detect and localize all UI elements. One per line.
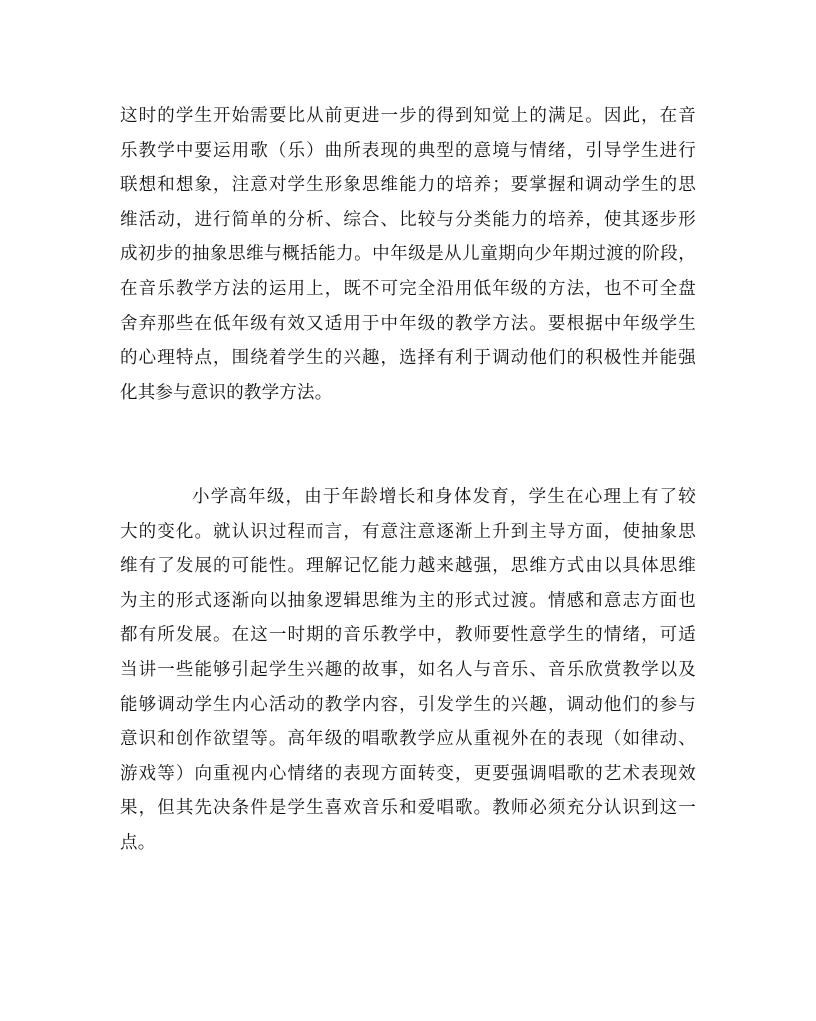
text-line: 都有所发展。在这一时期的音乐教学中，教师要性意学生的情绪，可适 [120, 625, 696, 646]
text-line: 果，但其先决条件是学生喜欢音乐和爱唱歌。教师必须充分认识到这一 [120, 798, 696, 819]
text-line: 维有了发展的可能性。理解记忆能力越来越强，思维方式由以具体思维 [120, 556, 696, 577]
text-line: 能够调动学生内心活动的教学内容，引发学生的兴趣，调动他们的参与 [120, 694, 696, 715]
text-line: 化其参与意识的教学方法。 [120, 382, 333, 403]
text-line: 舍弃那些在低年级有效又适用于中年级的教学方法。要根据中年级学生 [120, 313, 696, 334]
text-line: 维活动，进行简单的分析、综合、比较与分类能力的培养，使其逐步形 [120, 209, 696, 230]
text-line: 小学高年级，由于年龄增长和身体发育，学生在心理上有了较 [192, 487, 696, 507]
text-line: 乐教学中要运用歌（乐）曲所表现的典型的意境与情绪，引导学生进行 [120, 140, 696, 161]
text-line: 当讲一些能够引起学生兴趣的故事，如名人与音乐、音乐欣赏教学以及 [120, 659, 696, 680]
text-line: 游戏等）向重视内心情绪的表现方面转变，更要强调唱歌的艺术表现效 [120, 763, 696, 784]
text-line: 点。 [120, 832, 156, 853]
text-line: 这时的学生开始需要比从前更进一步的得到知觉上的满足。因此，在音 [120, 106, 696, 126]
text-line: 联想和想象，注意对学生形象思维能力的培养；要掌握和调动学生的思 [120, 175, 696, 196]
paragraph-2 [120, 480, 696, 861]
text-line: 大的变化。就认识过程而言，有意注意逐渐上升到主导方面，使抽象思 [120, 521, 696, 542]
paragraph-1 [120, 99, 696, 410]
text-line: 在音乐教学方法的运用上，既不可完全沿用低年级的方法，也不可全盘 [120, 278, 696, 299]
text-line: 意识和创作欲望等。高年级的唱歌教学应从重视外在的表现（如律动、 [120, 729, 696, 750]
text-line: 的心理特点，围绕着学生的兴趣，选择有利于调动他们的积极性并能强 [120, 348, 696, 369]
text-line: 为主的形式逐渐向以抽象逻辑思维为主的形式过渡。情感和意志方面也 [120, 590, 696, 611]
text-line: 成初步的抽象思维与概括能力。中年级是从儿童期向少年期过渡的阶段， [120, 244, 696, 265]
